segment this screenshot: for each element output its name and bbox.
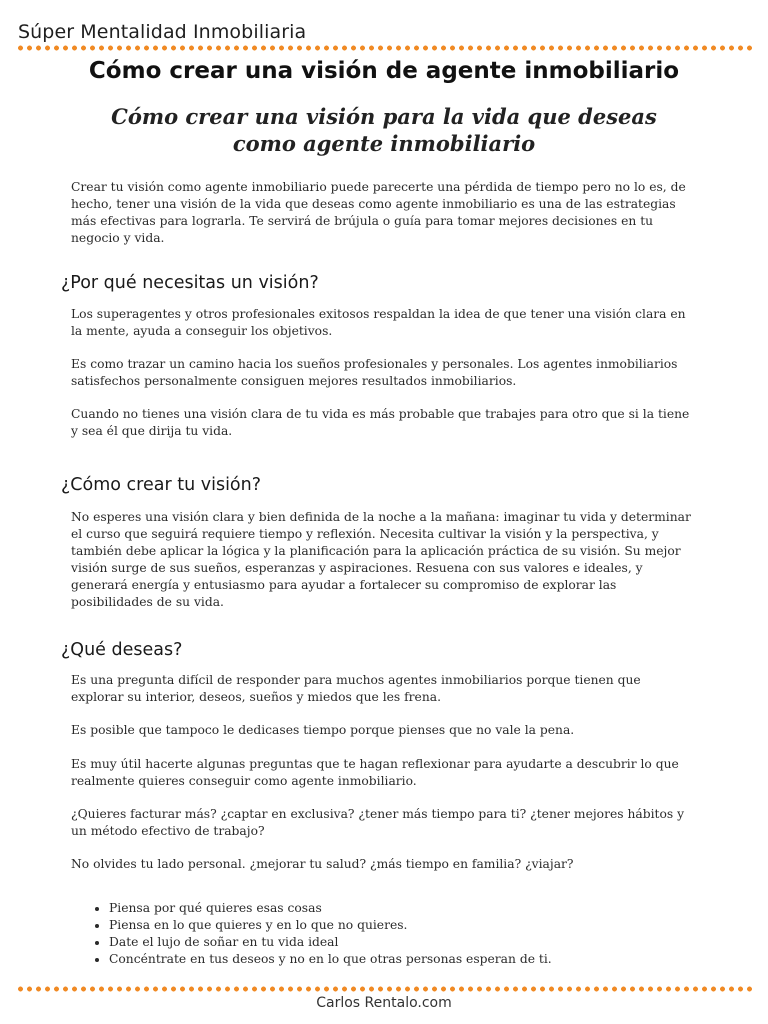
footer-text: Carlos Rentalo.com bbox=[316, 995, 452, 1011]
header-brand: Súper Mentalidad Inmobiliaria bbox=[18, 21, 307, 43]
list-item: • Date el lujo de soñar en tu vida ideal bbox=[109, 934, 691, 951]
list-item: • Piensa en lo que quieres y en lo que no quieres. bbox=[109, 917, 691, 934]
page-title: Cómo crear una visión de agente inmobiliario bbox=[88, 58, 680, 84]
why-vision-paragraph-2: Es como trazar un camino hacia los sueños profesionales y personales. Los agentes inmobiliarios satisfechos personalmente consiguen mejores resultados inmobiliarios. bbox=[71, 357, 678, 388]
section-heading-what-you-want: ¿Qué deseas? bbox=[61, 640, 183, 660]
list-item: • Concéntrate en tus deseos y no en lo que otras personas esperan de ti. bbox=[109, 951, 691, 968]
why-vision-paragraph-3: Cuando no tienes una visión clara de tu vida es más probable que trabajes para otro que si la tiene y sea él que dirija tu vida. bbox=[71, 407, 690, 438]
what-you-want-paragraph-2: Es posible que tampoco le dedicases tiempo porque pienses que no vale la pena. bbox=[71, 723, 575, 737]
what-you-want-paragraph-5: No olvides tu lado personal. ¿mejorar tu salud? ¿más tiempo en familia? ¿viajar? bbox=[71, 857, 574, 871]
section-heading-create-vision: ¿Cómo crear tu visión? bbox=[61, 475, 262, 495]
intro-paragraph: Crear tu visión como agente inmobiliario puede parecerte una pérdida de tiempo pero no lo es, de hecho, tener una visión de la vida que deseas como agente inmobiliario es una de las estrategias más efectivas para lograrla. Te servirá de brújula o guía para tomar mejores decisiones en tu negocio y vida. bbox=[71, 180, 686, 245]
top-dotted-divider bbox=[16, 45, 754, 51]
page-subtitle: Cómo crear una visión para la vida que deseas como agente inmobiliario bbox=[111, 104, 657, 156]
what-you-want-paragraph-4: ¿Quieres facturar más? ¿captar en exclusiva? ¿tener más tiempo para ti? ¿tener mejores hábitos y un método efectivo de trabajo? bbox=[71, 807, 685, 838]
what-you-want-paragraph-3: Es muy útil hacerte algunas preguntas que te hagan reflexionar para ayudarte a descubrir lo que realmente quieres conseguir como agente inmobiliario. bbox=[71, 757, 679, 788]
section-heading-why-vision: ¿Por qué necesitas un visión? bbox=[61, 273, 319, 293]
list-item: • Piensa por qué quieres esas cosas bbox=[109, 900, 691, 917]
create-vision-paragraph-1: No esperes una visión clara y bien definida de la noche a la mañana: imaginar tu vida y determinar el curso que seguirá requiere tiempo y reflexión. Necesita cultivar la visión y la perspectiva, y también debe aplicar la lógica y la planificación para la aplicación práctica de su visión. Su mejor visión surge de sus sueños, esperanzas y aspiraciones. Resuena con sus valores e ideales, y generará energía y entusiasmo para ayudar a fortalecer su compromiso de explorar las posibilidades de su vida. bbox=[71, 510, 691, 609]
bottom-dotted-divider bbox=[16, 986, 754, 992]
tips-list bbox=[71, 900, 691, 968]
why-vision-paragraph-1: Los superagentes y otros profesionales exitosos respaldan la idea de que tener una visión clara en la mente, ayuda a conseguir los objetivos. bbox=[71, 307, 686, 338]
what-you-want-paragraph-1: Es una pregunta difícil de responder para muchos agentes inmobiliarios porque tienen que explorar su interior, deseos, sueños y miedos que les frena. bbox=[71, 673, 641, 704]
